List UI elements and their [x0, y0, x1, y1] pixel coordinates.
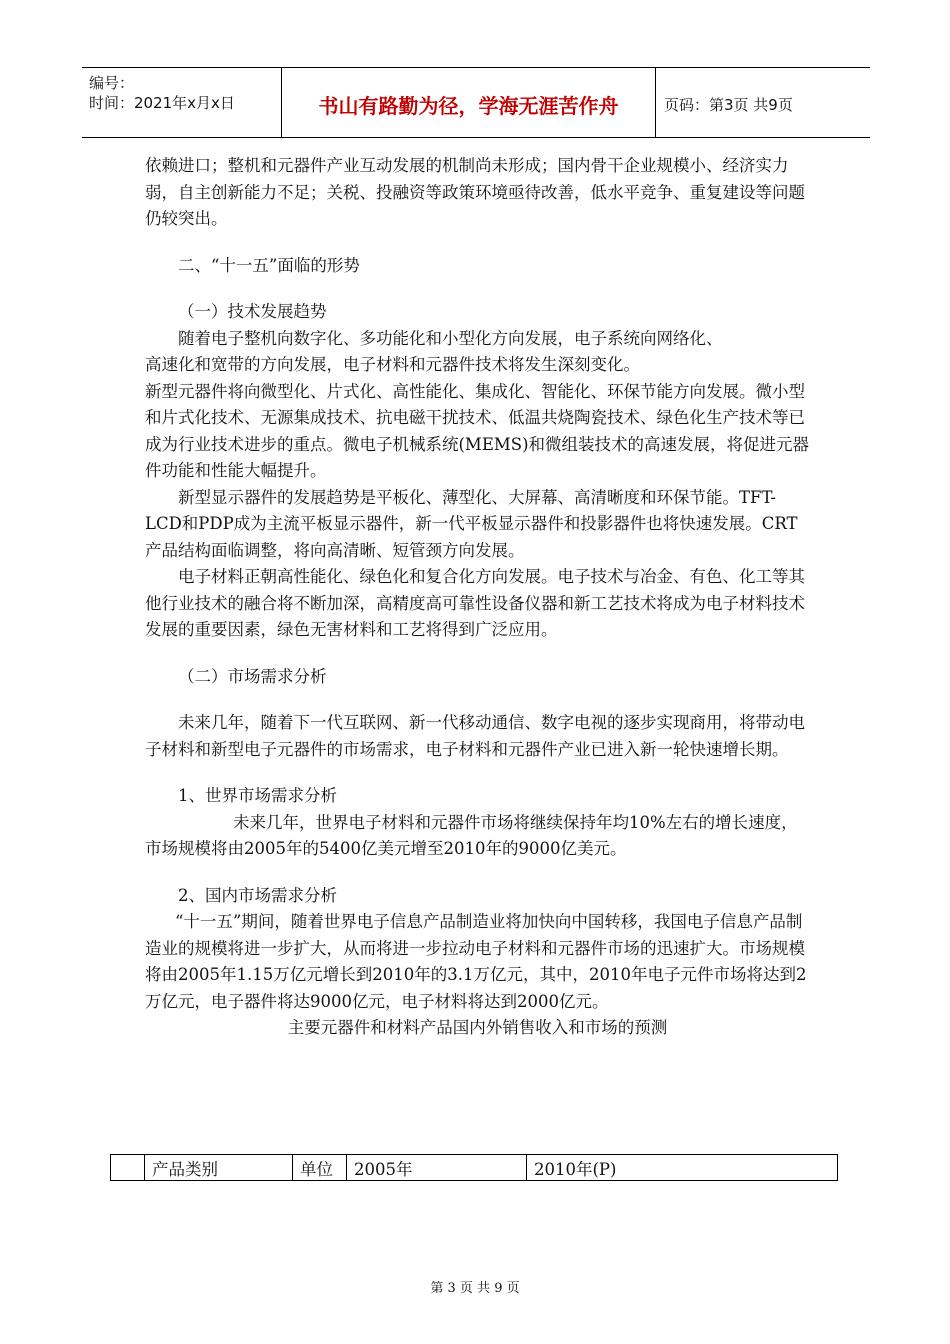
page-header: [82, 67, 870, 138]
forecast-table: [110, 1154, 838, 1181]
heading-tech-trend: （一）技术发展趋势: [178, 302, 327, 321]
table-caption: 主要元器件和材料产品国内外销售收入和市场的预测: [287, 1018, 668, 1037]
table-header-cell-blank: [111, 1155, 145, 1181]
table-header-cell-2010: 2010年(P): [527, 1155, 838, 1181]
document-body: [145, 153, 810, 1042]
paragraph-tech-1b: 高速化和宽带的方向发展，电子材料和元器件技术将发生深刻变化。: [145, 355, 640, 374]
table-header-cell-category: 产品类别: [145, 1155, 293, 1181]
paragraph-tech-2: 新型元器件将向微型化、片式化、高性能化、集成化、智能化、环保节能方向发展。微小型和片式化技术、无源集成技术、抗电磁干扰技术、低温共烧陶瓷技术、绿色化生产技术等已成为行业技术进步的重点。微电子机械系统(MEMS)和微组装技术的高速发展，将促进元器件功能和性能大幅提升。: [145, 381, 810, 480]
table-header-row: [111, 1155, 838, 1181]
page-footer: 第 3 页 共 9 页: [430, 1281, 520, 1296]
header-page-label: 页码：第3页 共9页: [664, 96, 793, 114]
heading-situation: 二、“十一五”面临的形势: [178, 255, 360, 275]
table-header-cell-unit: 单位: [293, 1155, 347, 1181]
paragraph-display: 新型显示器件的发展趋势是平板化、薄型化、大屏幕、高清晰度和环保节能。TFT-LCD和PDP成为主流平板显示器件，新一代平板显示器件和投影器件也将快速发展。CRT产品结构面临调整，将向高清晰、短管颈方向发展。: [145, 487, 798, 560]
heading-world-market: 1、世界市场需求分析: [178, 786, 337, 805]
paragraph-world-market: 未来几年，世界电子材料和元器件市场将继续保持年均10%左右的增长速度，市场规模将由2005年的5400亿美元增至2010年的9000亿美元。: [145, 812, 798, 858]
time-label: 时间：2021年x月x日: [89, 94, 235, 112]
heading-domestic-market: 2、国内市场需求分析: [178, 885, 337, 905]
header-motto: 书山有路勤为径，学海无涯苦作舟: [282, 68, 656, 137]
paragraph-intro: 依赖进口；整机和元器件产业互动发展的机制尚未形成；国内骨干企业规模小、经济实力弱，自主创新能力不足；关税、投融资等政策环境亟待改善，低水平竞争、重复建设等问题仍较突出。: [145, 156, 805, 228]
paragraph-domestic-market: “十一五”期间，随着世界电子信息产品制造业将加快向中国转移，我国电子信息产品制造业的规模将进一步扩大，从而将进一步拉动电子材料和元器件市场的迅速扩大。市场规模将由2005年1.15万亿元增长到2010年的3.1万亿元，其中，2010年电子元件市场将达到2万亿元，电子器件将达9000亿元，电子材料将达到2000亿元。: [145, 912, 807, 1011]
paragraph-material: 电子材料正朝高性能化、绿色化和复合化方向发展。电子技术与冶金、有色、化工等其他行业技术的融合将不断加深，高精度高可靠性设备仪器和新工艺技术将成为电子材料技术发展的重要因素，绿色无害材料和工艺将得到广泛应用。: [145, 567, 805, 639]
header-meta: [82, 68, 282, 137]
paragraph-market: 未来几年，随着下一代互联网、新一代移动通信、数字电视的逐步实现商用，将带动电子材料和新型电子元器件的市场需求，电子材料和元器件产业已进入新一轮快速增长期。: [145, 713, 805, 759]
paragraph-tech-1: 随着电子整机向数字化、多功能化和小型化方向发展，电子系统向网络化、: [178, 328, 723, 348]
number-label: 编号：: [89, 74, 135, 92]
heading-market: （二）市场需求分析: [178, 666, 327, 686]
table-header-cell-2005: 2005年: [347, 1155, 527, 1181]
